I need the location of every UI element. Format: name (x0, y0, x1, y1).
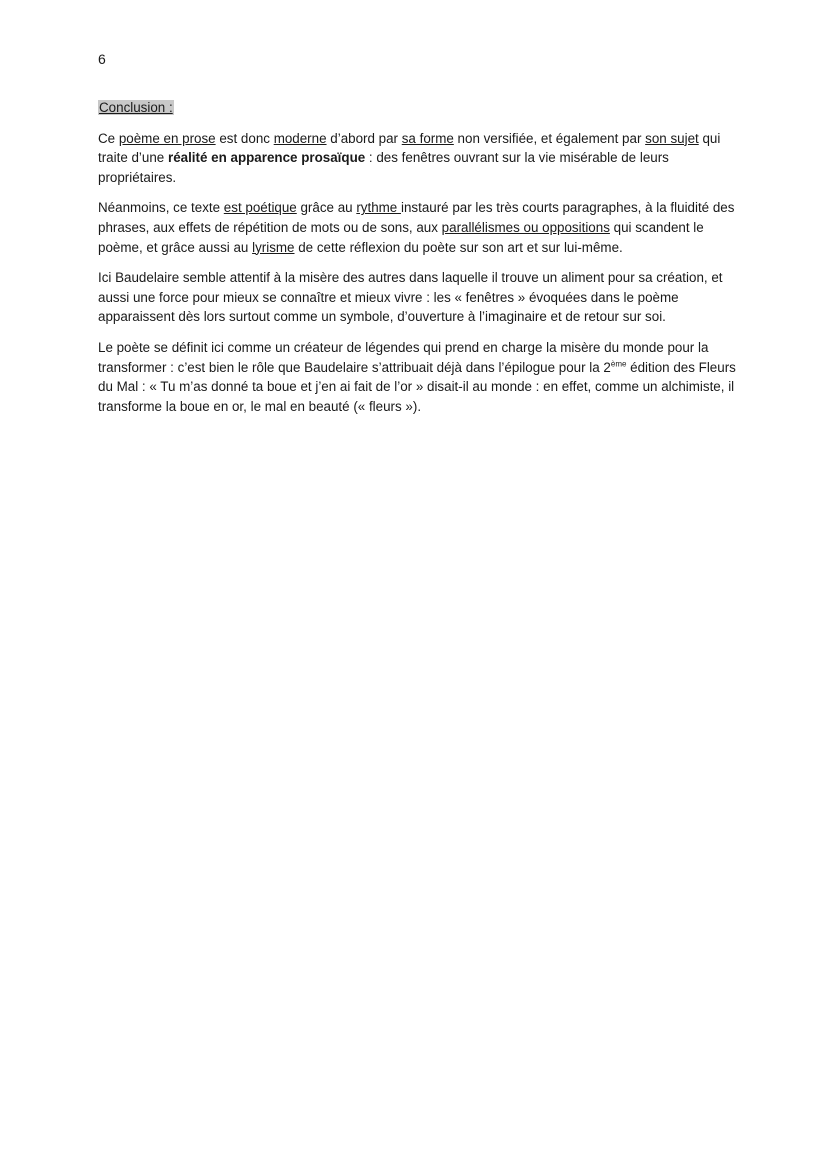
underlined-text: lyrisme (252, 239, 295, 255)
underlined-text: son sujet (645, 130, 699, 146)
underlined-text: moderne (273, 130, 327, 146)
paragraph-3: Ici Baudelaire semble attentif à la misère des autres dans laquelle il trouve un aliment pour sa création, et aussi une force pour mieux se connaître et mieux vivre : les « fenêtres » évoquées dans le poème apparaissent dès lors surtout comme un symbole, d’ouverture à l’imaginaire et de retour sur soi. (98, 270, 723, 325)
underlined-text: sa forme (401, 130, 454, 146)
text-span: grâce au (296, 200, 357, 216)
document-body (98, 98, 738, 427)
text-span: qui traite d’une (98, 130, 721, 166)
underlined-text: rythme (356, 200, 401, 216)
text-span: de cette réflexion du poète sur son art et sur lui-même. (294, 239, 623, 255)
paragraph-2 (98, 198, 738, 257)
text-span: Ce (98, 130, 119, 146)
page-number: 6 (98, 51, 106, 67)
text-span: : des fenêtres ouvrant sur la vie misérable de leurs propriétaires. (98, 150, 669, 185)
underlined-text: parallélismes ou oppositions (441, 219, 610, 235)
text-span: Néanmoins, ce texte (98, 200, 224, 216)
text-span: est donc (215, 130, 274, 146)
text-span: Le poète se définit ici comme un créateur de légendes qui prend en charge la misère du monde pour la transformer : c’est bien le rôle que Baudelaire s’attribuait déjà dans l’épilogue pour la 2 (98, 339, 709, 375)
bold-text: réalité en apparence prosaïque (167, 150, 366, 166)
underlined-text: poème en prose (118, 130, 216, 146)
paragraph-4 (98, 338, 738, 416)
text-span: édition des Fleurs du Mal : « Tu m’as donné ta boue et j’en ai fait de l’or » disait-il au monde : en effet, comme un alchimiste, il transforme la boue en or, le mal en beauté (« fleurs »). (98, 359, 736, 414)
paragraph-1 (98, 129, 738, 188)
superscript: ème (610, 359, 627, 369)
section-heading (98, 98, 738, 118)
text-span: qui scandent le poème, et grâce aussi au (98, 219, 704, 255)
heading-text: Conclusion : (99, 100, 173, 115)
text-span: non versifiée, et également par (453, 130, 646, 146)
underlined-text: est poétique (223, 200, 297, 216)
text-span: instauré par les très courts paragraphes, à la fluidité des phrases, aux effets de répétition de mots ou de sons, aux (98, 200, 735, 235)
text-span: d’abord par (326, 130, 402, 146)
